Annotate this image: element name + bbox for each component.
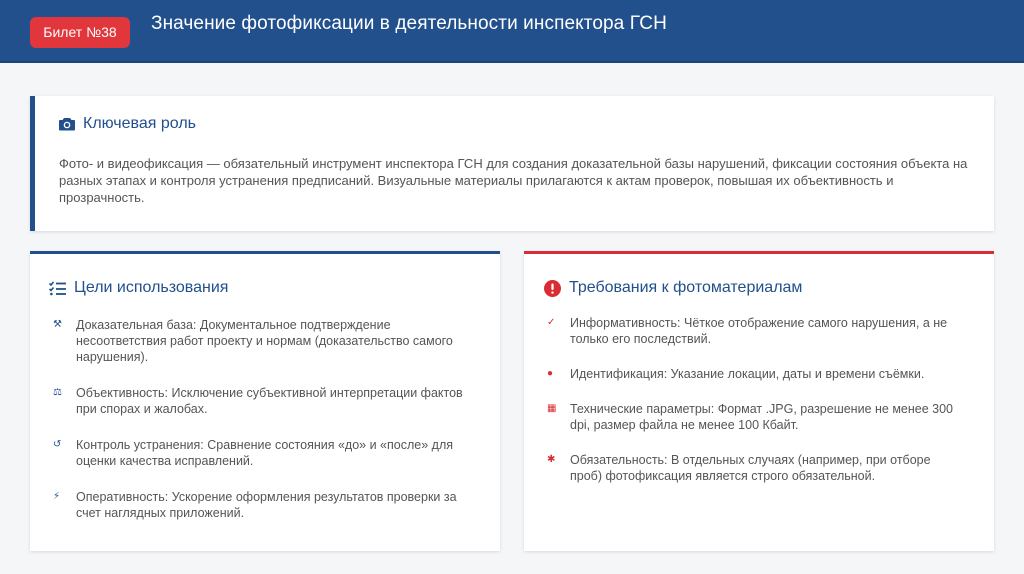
requirement-text: Идентификация: Указание локации, даты и времени съёмки. — [570, 367, 925, 381]
requirements-list — [544, 315, 964, 503]
requirement-text: Технические параметры: Формат .JPG, разрешение не менее 300 dpi, размер файла не менее 100 Кбайт. — [570, 402, 954, 432]
image-icon: ▦ — [547, 403, 557, 414]
requirement-text: Обязательность: В отдельных случаях (например, при отборе проб) фотофиксация является строго обязательной. — [570, 453, 931, 483]
list-item — [50, 385, 470, 417]
key-role-text: Фото- и видеофиксация — обязательный инструмент инспектора ГСН для создания доказательной базы нарушений, фиксации состояния объекта на разных этапах и контроля устранения предписаний. Визуальные материалы прилагаются к актам проверок, повышая их объективность и прозрачность. — [59, 156, 968, 205]
bolt-icon: ⚡ — [53, 491, 61, 502]
list-check-icon — [49, 281, 66, 296]
goals-title: Цели использования — [74, 279, 229, 296]
camera-icon — [59, 117, 75, 131]
list-item — [50, 317, 470, 365]
requirements-card — [524, 251, 994, 551]
key-role-card — [30, 96, 994, 231]
list-item — [50, 489, 470, 521]
gavel-icon: ⚒ — [53, 319, 62, 330]
requirements-title: Требования к фотоматериалам — [569, 279, 803, 296]
goals-heading — [49, 279, 228, 297]
requirement-text: Информативность: Чёткое отображение самого нарушения, а не только его последствий. — [570, 316, 948, 346]
list-item — [544, 366, 964, 382]
asterisk-icon: ✱ — [547, 454, 556, 465]
goal-text: Объективность: Исключение субъективной интерпретации фактов при спорах и жалобах. — [76, 386, 463, 416]
goal-text: Доказательная база: Документальное подтверждение несоответствия работ проекту и нормам (доказательство самого нарушения). — [76, 318, 453, 364]
header-bar — [0, 0, 1024, 63]
list-item — [544, 401, 964, 433]
list-item — [544, 452, 964, 484]
page-title: Значение фотофиксации в деятельности инспектора ГСН — [151, 13, 667, 34]
map-marker-icon: ● — [547, 368, 554, 379]
history-icon: ↺ — [53, 439, 62, 450]
key-role-title: Ключевая роль — [83, 115, 196, 132]
exclamation-circle-icon — [544, 280, 561, 297]
list-item — [50, 437, 470, 469]
check-icon: ✓ — [547, 317, 556, 328]
ticket-badge: Билет №38 — [30, 17, 130, 48]
list-item — [544, 315, 964, 347]
key-role-heading — [59, 115, 196, 133]
goals-list — [50, 317, 470, 541]
goals-card — [30, 251, 500, 551]
goal-text: Контроль устранения: Сравнение состояния «до» и «после» для оценки качества исправлений. — [76, 438, 454, 468]
scale-icon: ⚖ — [53, 387, 62, 398]
requirements-heading — [544, 279, 802, 297]
goal-text: Оперативность: Ускорение оформления результатов проверки за счет наглядных приложений. — [76, 490, 457, 520]
